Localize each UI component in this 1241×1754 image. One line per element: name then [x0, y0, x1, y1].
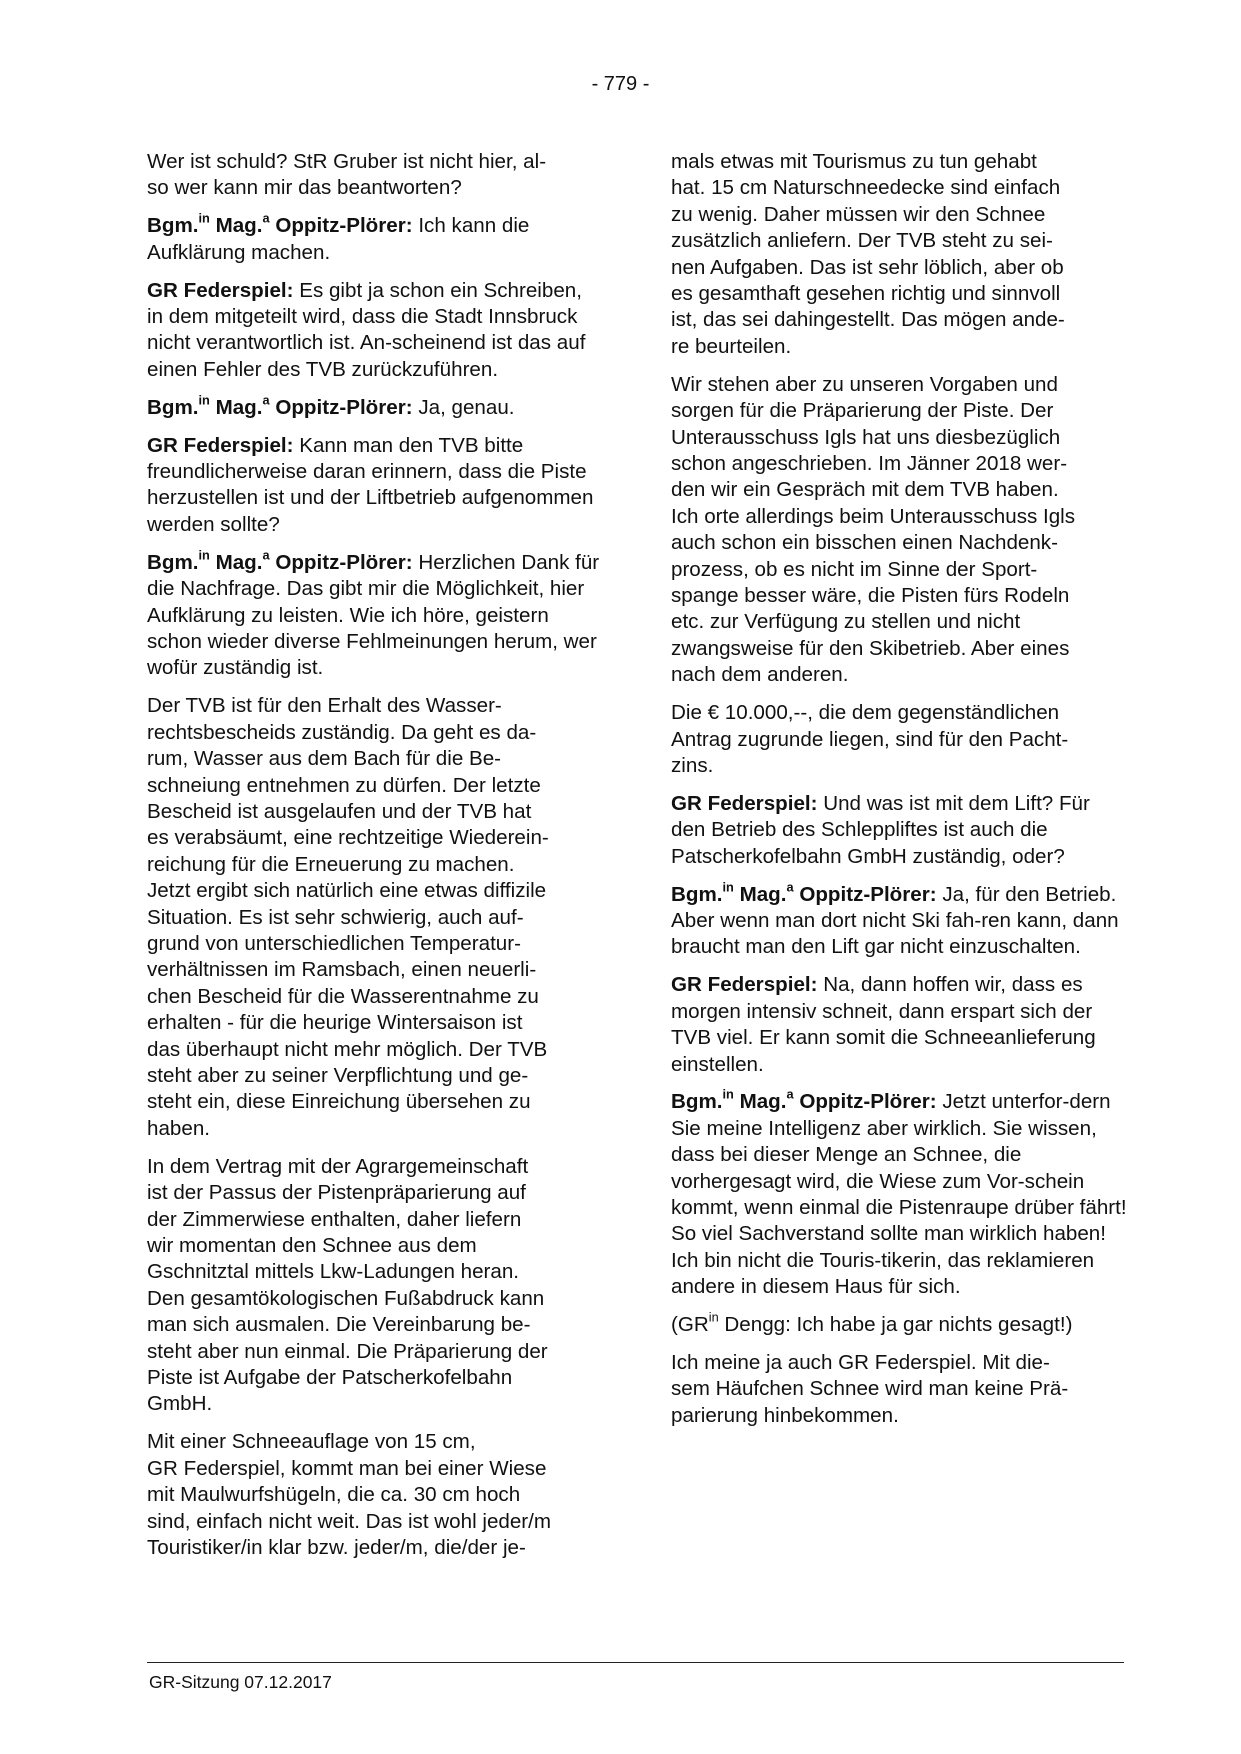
speech-text: Herzlichen Dank für die Nachfrage. Das gibt mir die Möglichkeit, hier Aufklärung zu leisten. Wie ich höre, geistern schon wieder diverse Fehlmeinungen herum, wer wofür zuständig ist.: [147, 550, 600, 680]
speaker-mag: Mag.: [733, 1090, 787, 1114]
speaker-name: Oppitz-Plörer:: [793, 882, 937, 906]
speaker-mag: Mag.: [209, 550, 263, 574]
speech-text: Es gibt ja schon ein Schreiben, in dem mitgeteilt wird, dass die Stadt Innsbruck nicht verantwortlich ist. An-scheinend ist das auf einen Fehler des TVB zurückzuführen.: [147, 278, 586, 381]
speech-text: Kann man den TVB bitte freundlicherweise daran erinnern, dass die Piste herzustellen ist und der Liftbetrieb aufgenommen werden sollte?: [147, 433, 594, 536]
paragraph: [671, 1350, 1127, 1429]
speaker-federspiel: GR Federspiel:: [147, 278, 294, 302]
paragraph: [671, 700, 1127, 779]
speaker-federspiel: GR Federspiel:: [671, 973, 818, 997]
paragraph-text: Ich meine ja auch GR Federspiel. Mit die- sem Häufchen Schnee wird man keine Prä- parierung hinbekommen.: [671, 1351, 1069, 1427]
speaker-mag: Mag.: [209, 395, 263, 419]
speaker-sup: a: [786, 1086, 794, 1102]
speaker-title: Bgm.: [147, 395, 199, 419]
speech-mayor: [147, 547, 603, 682]
speech-text: Jetzt unterfor-dern Sie meine Intelligenz aber wirklich. Sie wissen, dass bei dieser Menge an Schnee, die vorhergesagt wird, die Wiese zum Vor-schein kommt, wenn einmal die Pistenraupe drüber fährt! So viel Sachverstand sollte man wirklich haben! Ich bin nicht die Touris-tikerin, das reklamieren andere in diesem Haus für sich.: [671, 1090, 1127, 1299]
speech-mayor: [671, 878, 1127, 961]
speaker-sup: a: [262, 547, 270, 563]
speaker-title: Bgm.: [147, 550, 199, 574]
paragraph: [147, 1429, 603, 1561]
footer-divider: [147, 1662, 1124, 1663]
speaker-mag: Mag.: [733, 882, 787, 906]
speech-text: Na, dann hoffen wir, dass es morgen intensiv schneit, dann erspart sich der TVB viel. Er kann somit die Schneeanlieferung einstellen.: [671, 973, 1096, 1076]
paragraph-text: Die € 10.000,--, die dem gegenständlichen Antrag zugrunde liegen, sind für den Pacht- zins.: [671, 701, 1069, 777]
speaker-name: Oppitz-Plörer:: [269, 550, 413, 574]
speaker-name: Oppitz-Plörer:: [793, 1090, 937, 1114]
speaker-name: Oppitz-Plörer:: [269, 214, 413, 238]
speaker-sup: in: [198, 547, 210, 563]
speech-federspiel: [147, 278, 603, 384]
speaker-sup: in: [198, 210, 210, 226]
interjection-speaker: (GR: [671, 1313, 709, 1337]
speech-text: Ja, für den Betrieb. Aber wenn man dort nicht Ski fah-ren kann, dann braucht man den Lift gar nicht einzuschalten.: [671, 882, 1119, 959]
speaker-mayor: [671, 878, 937, 906]
speaker-federspiel: GR Federspiel:: [147, 433, 294, 457]
speaker-sup: in: [722, 1086, 734, 1102]
speaker-mayor: [147, 210, 413, 238]
right-column: [671, 149, 1127, 1441]
page-number: - 779 -: [591, 73, 650, 95]
speech-text: Ja, genau.: [412, 395, 515, 419]
speaker-sup: a: [262, 210, 270, 226]
speaker-sup: in: [708, 1309, 719, 1325]
paragraph: [147, 1154, 603, 1418]
paragraph-text: mals etwas mit Tourismus zu tun gehabt hat. 15 cm Naturschneedecke sind einfach zu wenig. Daher müssen wir den Schnee zusätzlich anliefern. Der TVB steht zu sei- nen Aufgaben. Das ist sehr löblich, aber ob es gesamthaft gesehen richtig und sinnvoll ist, das sei dahingestellt. Das mögen ande- re beurteilen.: [671, 150, 1065, 358]
interjection-text: Dengg: Ich habe ja gar nichts gesagt!): [718, 1313, 1073, 1337]
speech-federspiel: [671, 972, 1127, 1078]
speaker-name: Oppitz-Plörer:: [269, 395, 413, 419]
speaker-sup: in: [722, 878, 734, 894]
speaker-federspiel: GR Federspiel:: [671, 791, 818, 815]
speaker-mayor: [147, 547, 413, 574]
left-column: [147, 149, 603, 1573]
interjection-dengg: [671, 1309, 1127, 1338]
speech-mayor: [671, 1086, 1127, 1300]
speaker-sup: a: [786, 878, 794, 894]
paragraph: [147, 693, 603, 1142]
speaker-title: Bgm.: [147, 214, 199, 238]
paragraph: [147, 149, 603, 202]
footer-session-date: GR-Sitzung 07.12.2017: [149, 1672, 332, 1692]
paragraph-text: Wer ist schuld? StR Gruber ist nicht hier, al- so wer kann mir das beantworten?: [147, 150, 547, 200]
speaker-mayor: [147, 392, 413, 419]
speaker-mag: Mag.: [209, 214, 263, 238]
speech-federspiel: [671, 791, 1127, 870]
speaker-sup: in: [198, 392, 210, 408]
paragraph-text: In dem Vertrag mit der Agrargemeinschaft ist der Passus der Pistenpräparierung auf der Zimmerwiese enthalten, daher liefern wir momentan den Schnee aus dem Gschnitztal mittels Lkw-Ladungen heran. Den gesamtökologischen Fußabdruck kann man sich ausmalen. Die Vereinbarung be- steht aber nun einmal. Die Präparierung der Piste ist Aufgabe der Patscherkofelbahn GmbH.: [147, 1154, 548, 1416]
speaker-mayor: [671, 1086, 937, 1114]
speaker-sup: a: [262, 392, 270, 408]
speech-mayor: [147, 392, 603, 421]
paragraph-text: Der TVB ist für den Erhalt des Wasser- rechtsbescheids zuständig. Da geht es da- rum, Wasser aus dem Bach für die Be- schneiung entnehmen zu dürfen. Der letzte Bescheid ist ausgelaufen und der TVB hat es verabsäumt, eine rechtzeitige Wiederein- reichung für die Erneuerung zu machen. Jetzt ergibt sich natürlich eine etwas diffizile Situation. Es ist sehr schwierig, auch auf- grund von unterschiedlichen Temperatur- verhältnissen im Ramsbach, einen neuerli- chen Bescheid für die Wasserentnahme zu erhalten - für die heurige Wintersaison ist das überhaupt nicht mehr möglich. Der TVB steht aber zu seiner Verpflichtung und ge- steht ein, diese Einreichung übersehen zu haben.: [147, 694, 549, 1140]
speech-mayor: [147, 210, 603, 266]
speech-federspiel: [147, 433, 603, 539]
paragraph-text: Wir stehen aber zu unseren Vorgaben und sorgen für die Präparierung der Piste. Der Unterausschuss Igls hat uns diesbezüglich schon angeschrieben. Im Jänner 2018 wer- den wir ein Gespräch mit dem TVB haben. Ich orte allerdings beim Unterausschuss Igls auch schon ein bisschen einen Nachdenk- prozess, ob es nicht im Sinne der Sport- spange besser wäre, die Pisten fürs Rodeln etc. zur Verfügung zu stellen und nicht zwangsweise für den Skibetrieb. Aber eines nach dem anderen.: [671, 372, 1076, 687]
paragraph: [671, 149, 1127, 360]
paragraph: [671, 372, 1127, 689]
speaker-title: Bgm.: [671, 882, 723, 906]
speech-text: Ich kann die Aufklärung machen.: [147, 214, 530, 264]
speaker-title: Bgm.: [671, 1090, 723, 1114]
paragraph-text: Mit einer Schneeauflage von 15 cm, GR Federspiel, kommt man bei einer Wiese mit Maulwurfshügeln, die ca. 30 cm hoch sind, einfach nicht weit. Das ist wohl jeder/m Touristiker/in klar bzw. jeder/m, die/der je-: [147, 1430, 552, 1559]
speech-text: Und was ist mit dem Lift? Für den Betrieb des Schleppliftes ist auch die Patscherkofelbahn GmbH zuständig, oder?: [671, 791, 1090, 868]
